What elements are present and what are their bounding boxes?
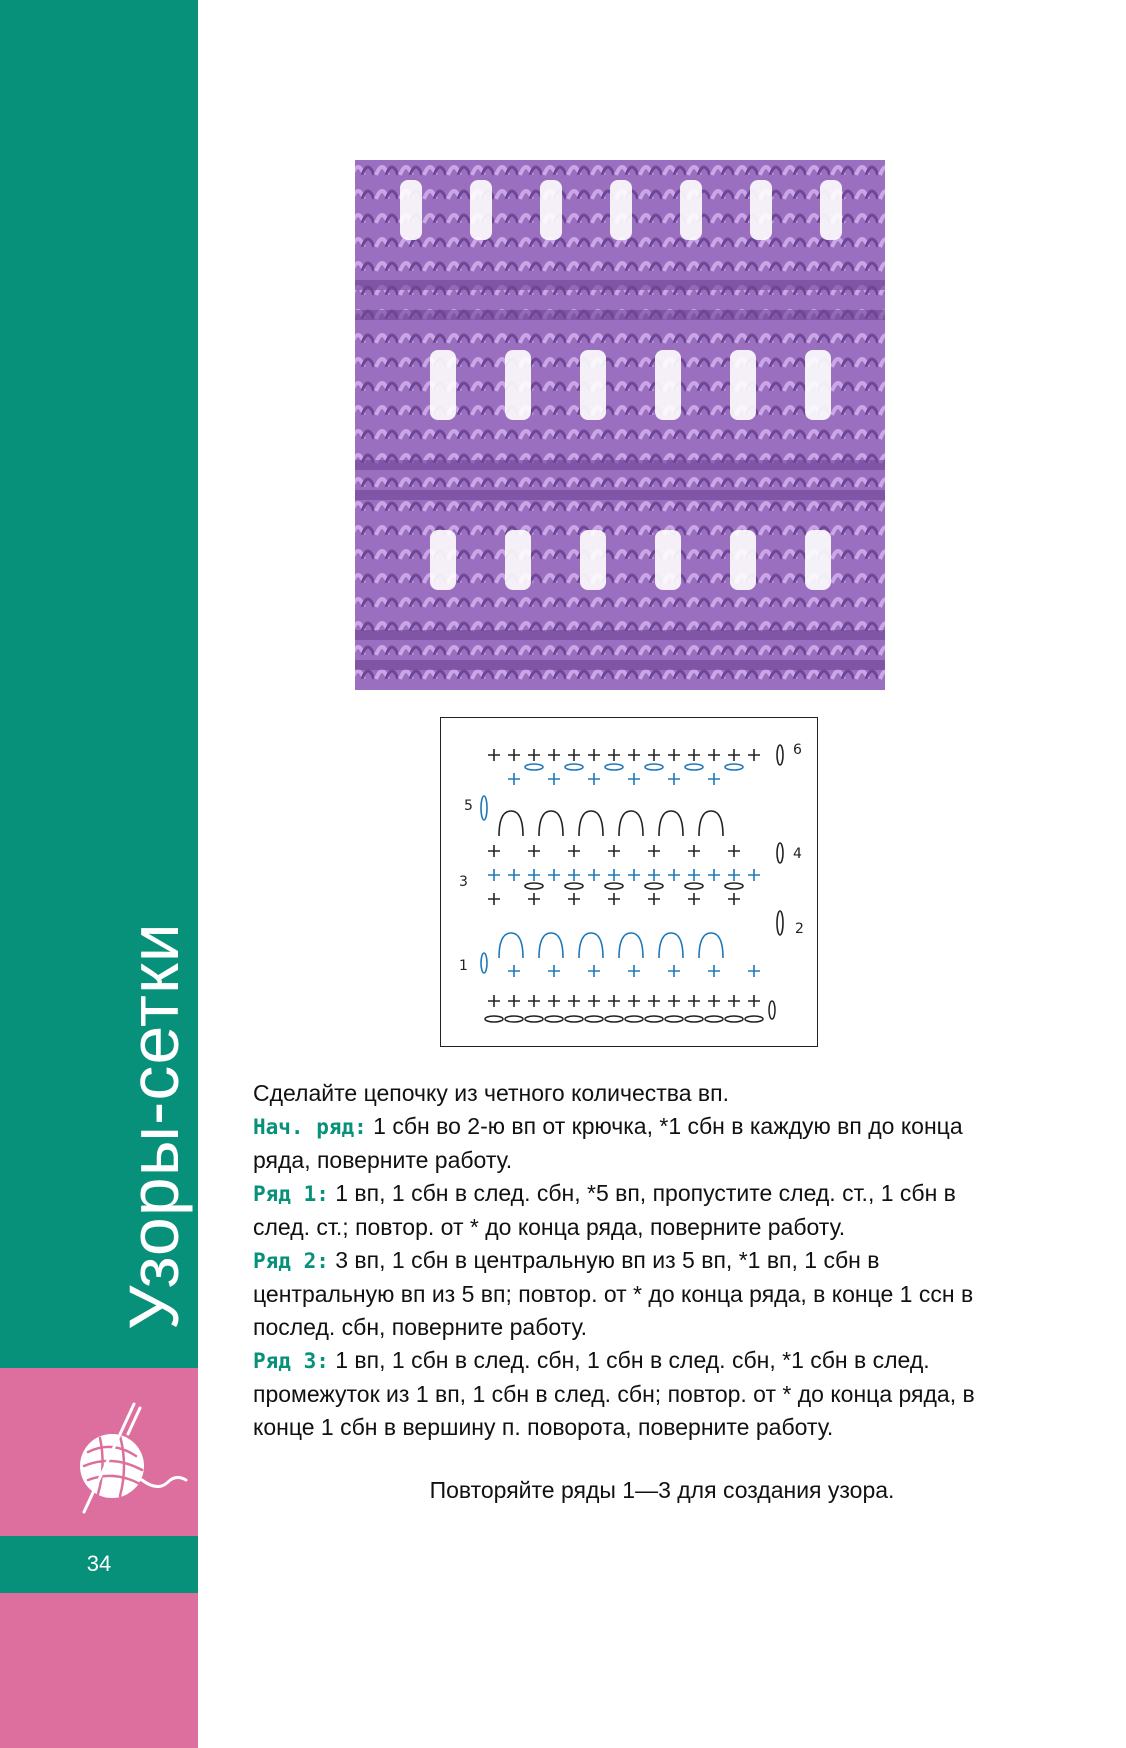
instruction-row bbox=[253, 1177, 1009, 1244]
repeat-note: Повторяйте ряды 1—3 для создания узора. bbox=[429, 1477, 895, 1503]
row-label: Ряд 2: bbox=[253, 1249, 329, 1273]
row-label: 6 bbox=[793, 742, 802, 758]
crochet-swatch-photo bbox=[350, 155, 890, 695]
row-label: 3 bbox=[459, 874, 468, 890]
sidebar bbox=[0, 0, 198, 1748]
crochet-chart-symbols bbox=[441, 718, 819, 1048]
row-text: 1 вп, 1 сбн в след. сбн, 1 сбн в след. сбн, *1 сбн в след. промежуток из 1 вп, 1 сбн в след. сбн; повтор. от * до конца ряда, в конце 1 сбн в вершину п. поворота, поверните работу. bbox=[253, 1347, 975, 1440]
row-label: 4 bbox=[793, 846, 802, 862]
instructions bbox=[253, 1077, 1009, 1444]
crochet-chart bbox=[440, 717, 818, 1047]
row-label: 1 bbox=[459, 958, 468, 974]
instruction-row bbox=[253, 1244, 1009, 1344]
row-text: 1 вп, 1 сбн в след. сбн, *5 вп, пропустите след. ст., 1 сбн в след. ст.; повтор. от * до конца ряда, поверните работу. bbox=[253, 1180, 956, 1240]
row-label: Ряд 1: bbox=[253, 1182, 329, 1206]
page-number: 34 bbox=[86, 1551, 112, 1576]
row-label: 2 bbox=[795, 921, 804, 937]
row-text: 1 сбн во 2-ю вп от крючка, *1 сбн в каждую вп до конца ряда, поверните работу. bbox=[253, 1113, 963, 1173]
yarn-ball-icon bbox=[70, 1400, 188, 1518]
sidebar-pink-footer bbox=[0, 1593, 198, 1748]
instruction-row bbox=[253, 1344, 1009, 1444]
instruction-row bbox=[253, 1110, 1009, 1177]
row-label: 5 bbox=[464, 798, 473, 814]
row-text: 3 вп, 1 сбн в центральную вп из 5 вп, *1 вп, 1 сбн в центральную вп из 5 вп; повтор. от * до конца ряда, в конце 1 ссн в послед. сбн, поверните работу. bbox=[253, 1247, 974, 1340]
row-label: Нач. ряд: bbox=[253, 1115, 367, 1139]
intro-text: Сделайте цепочку из четного количества вп. bbox=[253, 1080, 729, 1106]
section-title: Узоры-сетки bbox=[115, 922, 193, 1330]
row-label: Ряд 3: bbox=[253, 1349, 329, 1373]
